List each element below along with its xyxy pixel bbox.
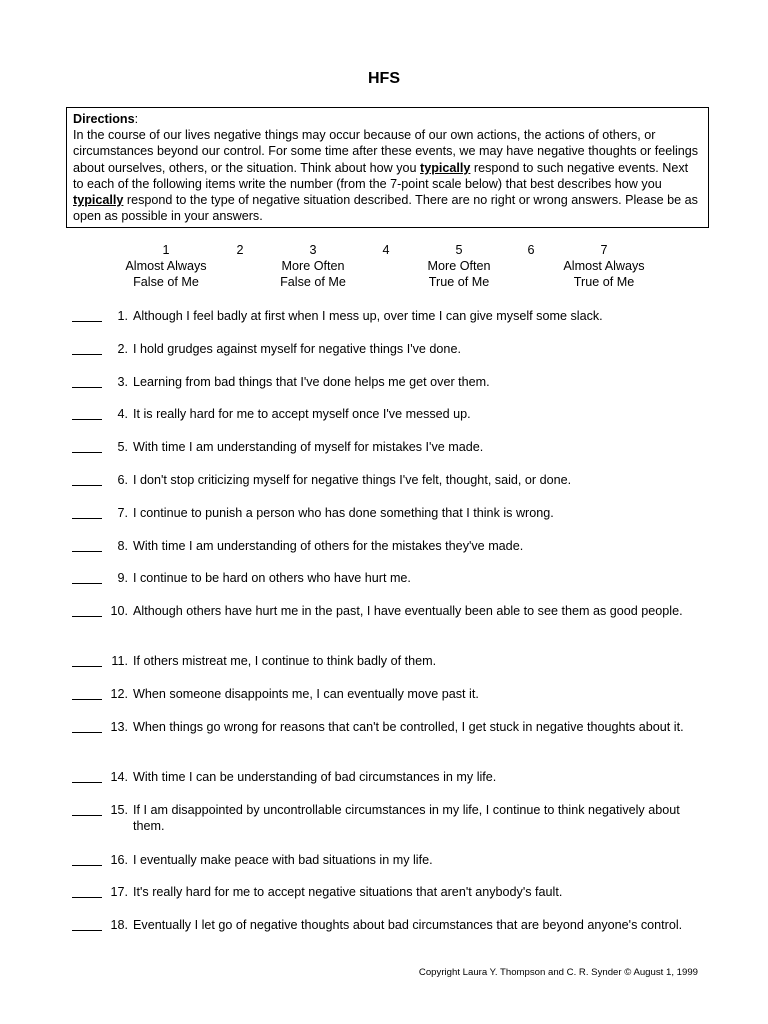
item-text: It is really hard for me to accept myself once I've messed up. [133, 407, 471, 422]
item-text: I eventually make peace with bad situations in my life. [133, 852, 433, 867]
directions-text-3: respond to the type of negative situation described. There are no right or wrong answers. Please be as open as possible in your answers. [73, 193, 698, 224]
scale-point-7 [544, 242, 664, 290]
list-item [72, 769, 712, 786]
item-text: I hold grudges against myself for negative things I've done. [133, 341, 461, 356]
item-number: 10. [110, 604, 128, 619]
answer-blank[interactable] [72, 439, 102, 453]
item-text: When things go wrong for reasons that can't be controlled, I get stuck in negative thoughts about it. [133, 719, 684, 734]
page-title: HFS [368, 70, 400, 87]
scale-label-line1: More Often [281, 259, 345, 273]
list-item [72, 308, 712, 325]
directions-heading: Directions [73, 112, 135, 126]
list-item [72, 686, 712, 703]
answer-blank[interactable] [72, 802, 102, 816]
scale-number: 6 [527, 243, 535, 257]
item-text: Although I feel badly at first when I mess up, over time I can give myself some slack. [133, 309, 603, 323]
list-item [72, 653, 712, 670]
item-number: 3. [117, 374, 128, 389]
answer-blank[interactable] [72, 686, 102, 700]
scale-number: 4 [382, 243, 390, 257]
item-number: 17. [110, 885, 128, 900]
list-item [72, 802, 712, 835]
item-text: With time I am understanding of myself for mistakes I've made. [133, 440, 484, 455]
list-item [72, 719, 712, 736]
answer-blank[interactable] [72, 603, 102, 617]
item-number: 1. [117, 309, 128, 323]
item-number: 18. [110, 918, 128, 933]
scale-number: 1 [162, 243, 170, 257]
item-number: 5. [117, 440, 128, 455]
scale-label-line1: More Often [427, 259, 491, 273]
answer-blank[interactable] [72, 852, 102, 866]
answer-blank[interactable] [72, 653, 102, 667]
item-text: Although others have hurt me in the past, I have eventually been able to see them as good people. [133, 604, 683, 619]
item-text: Eventually I let go of negative thoughts about bad circumstances that are beyond anyone's control. [133, 918, 683, 933]
answer-blank[interactable] [72, 308, 102, 322]
list-item [72, 439, 712, 456]
rating-scale [0, 242, 768, 298]
list-item [72, 505, 712, 522]
item-number: 7. [117, 505, 128, 520]
item-number: 4. [117, 407, 128, 422]
answer-blank[interactable] [72, 769, 102, 783]
item-number: 6. [117, 473, 128, 487]
item-number: 12. [110, 687, 128, 701]
answer-blank[interactable] [72, 374, 102, 388]
directions-typically-2: typically [73, 193, 124, 208]
answer-blank[interactable] [72, 538, 102, 552]
scale-number: 2 [236, 243, 244, 257]
scale-label-line1: Almost Always [563, 259, 645, 273]
list-item [72, 341, 712, 358]
scale-label-line2: True of Me [573, 275, 635, 289]
item-number: 14. [110, 769, 128, 784]
answer-blank[interactable] [72, 341, 102, 355]
directions-box: Directions: In the course of our lives negative things may occur because of our own actions, the actions of others, or circumstances beyond our control. For some time after these events, we may have negative thoughts or feelings about ourselves, others, or the situation. Think about how you typically respond to such negative events. Next to each of the following items write the number (from the 7-point scale below) that best describes how you typically respond to the type of negative situation described. There are no right or wrong answers. Please be as open as possible in your answers. [66, 107, 709, 228]
list-item [72, 374, 712, 391]
list-item [72, 406, 712, 423]
scale-label-line2: True of Me [428, 275, 490, 289]
answer-blank[interactable] [72, 472, 102, 486]
scale-label-line2: False of Me [133, 275, 199, 289]
list-item [72, 917, 712, 934]
answer-blank[interactable] [72, 505, 102, 519]
item-text: If I am disappointed by uncontrollable circumstances in my life, I continue to think negatively about them. [133, 802, 680, 834]
copyright-notice: Copyright Laura Y. Thompson and C. R. Synder © August 1, 1999 [418, 967, 698, 978]
item-number: 8. [117, 538, 128, 553]
answer-blank[interactable] [72, 719, 102, 733]
list-item [72, 852, 712, 869]
item-number: 9. [117, 571, 128, 586]
answer-blank[interactable] [72, 570, 102, 584]
item-text: I continue to punish a person who has done something that I think is wrong. [133, 505, 554, 520]
list-item [72, 884, 712, 901]
item-text: When someone disappoints me, I can eventually move past it. [133, 687, 479, 701]
item-text: I continue to be hard on others who have hurt me. [133, 571, 411, 586]
item-number: 13. [110, 719, 128, 734]
directions-text-1: In the course of our lives negative things may occur because of our own actions, the actions of others, or circumstances beyond our control. For some time after these events, we may have negative thoughts or feelings about ourselves, others, or the situation. Think about how you [73, 128, 699, 175]
directions-typically-1: typically [420, 160, 471, 175]
item-number: 16. [110, 852, 128, 867]
list-item [72, 538, 712, 555]
item-number: 15. [110, 802, 128, 817]
item-number: 11. [111, 654, 128, 669]
scale-number: 7 [600, 243, 608, 257]
item-text: It's really hard for me to accept negative situations that aren't anybody's fault. [133, 885, 563, 900]
item-text: With time I am understanding of others for the mistakes they've made. [133, 538, 524, 553]
answer-blank[interactable] [72, 406, 102, 420]
item-text: If others mistreat me, I continue to think badly of them. [133, 654, 437, 669]
scale-label-line1: Almost Always [125, 259, 207, 273]
item-text: I don't stop criticizing myself for negative things I've felt, thought, said, or done. [133, 473, 572, 487]
scale-number: 3 [309, 243, 317, 257]
list-item [72, 472, 712, 489]
item-text: With time I can be understanding of bad circumstances in my life. [133, 769, 497, 784]
answer-blank[interactable] [72, 884, 102, 898]
scale-number: 5 [455, 243, 463, 257]
list-item [72, 570, 712, 587]
list-item [72, 603, 712, 620]
answer-blank[interactable] [72, 917, 102, 931]
scale-label-line2: False of Me [280, 275, 346, 289]
item-number: 2. [117, 341, 128, 356]
directions-text-2: respond to such negative events. Next to each of the following items write the number (from the 7-point scale below) that best describes how you [73, 160, 689, 191]
item-text: Learning from bad things that I've done helps me get over them. [133, 374, 490, 389]
